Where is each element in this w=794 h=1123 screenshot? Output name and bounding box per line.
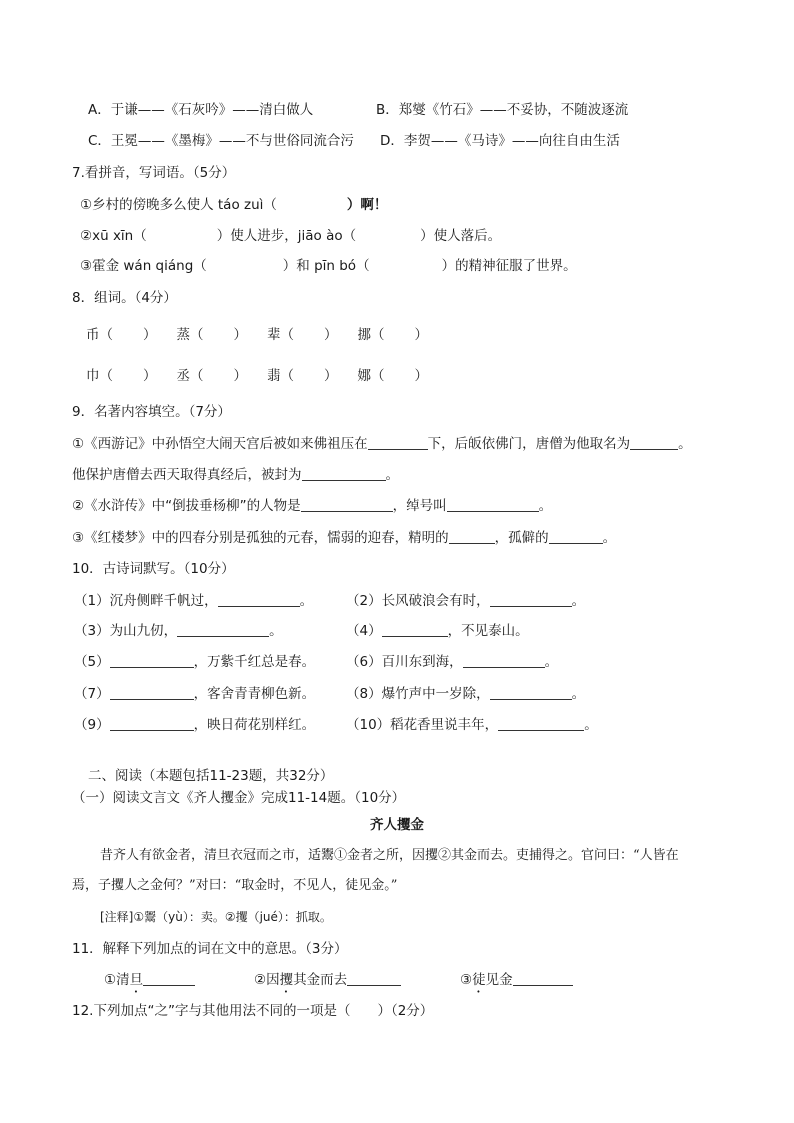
q11-title: 11．解释下列加点的词在文中的意思。（3分）: [72, 941, 348, 957]
q7-l1-text: ①乡村的傍晚多么使人 táo zuì（: [80, 197, 277, 213]
q10-item-9: [74, 715, 315, 735]
q10-end: 。: [584, 717, 598, 733]
q9-line-4: [72, 528, 616, 548]
q9-blank-name[interactable]: [630, 435, 678, 450]
q8-char: 币: [86, 327, 100, 343]
q10-end: 。: [269, 623, 283, 639]
q8-paren-close: ）: [324, 327, 338, 343]
q8-char: 娜: [357, 368, 371, 384]
q10-blank[interactable]: [490, 592, 572, 607]
q10-blank[interactable]: [110, 716, 194, 731]
passage-line-2: 焉，子攫人之金何？”对曰：“取金时，不见人，徒见金。”: [72, 878, 398, 893]
q10-text: （6）百川东到海，: [346, 654, 463, 670]
q9-l4-end: 。: [602, 530, 617, 546]
q7-l3-mid: ）和 pīn bó（: [282, 258, 370, 274]
q11-text: 见金: [485, 972, 513, 988]
q6-option-d: D．李贺——《马诗》——向往自由生活: [380, 133, 620, 149]
q7-title: 7.看拼音，写词语。（5分）: [72, 165, 236, 181]
q10-text: （5）: [74, 654, 110, 670]
q7-l2-mid: ）使人进步，jiāo ào（: [216, 228, 357, 244]
q8-title: 8．组词。（4分）: [72, 290, 177, 306]
q11-text: ③: [460, 972, 473, 988]
q11-item-3: [460, 970, 573, 996]
q8-char: 辈: [267, 327, 281, 343]
q9-line-2: [72, 465, 399, 485]
q7-line-2: [80, 226, 501, 246]
q11-item-2: [254, 970, 401, 996]
q11-item-1: [104, 970, 195, 996]
q8-paren-close: ）: [233, 368, 247, 384]
q8-paren-open: （: [99, 368, 113, 384]
q10-item-2: [346, 591, 585, 611]
q10-text: （3）为山九仞，: [74, 623, 178, 639]
q11-text: 其金而去: [293, 972, 348, 988]
q10-item-7: [74, 684, 315, 704]
q11-blank[interactable]: [513, 971, 573, 986]
q9-l4-text: ③《红楼梦》中的四春分别是孤独的元春，懦弱的迎春，精明的: [72, 530, 449, 546]
q9-line-1: [72, 434, 692, 454]
q8-paren-open: （: [99, 327, 113, 343]
q9-l1-mid: 下，后皈依佛门，唐僧为他取名为: [427, 436, 631, 452]
q10-item-10: [346, 715, 598, 735]
q10-item-4: [346, 621, 529, 641]
q7-l3-text: ③霍金 wán qiáng（: [80, 258, 207, 274]
q10-end: 。: [544, 654, 559, 670]
q9-blank-person[interactable]: [301, 497, 393, 512]
q10-end: ，万紫千红总是春。: [193, 654, 316, 670]
q10-item-6: [346, 652, 558, 672]
q9-l2-text: 他保护唐僧去西天取得真经后，被封为: [72, 467, 302, 483]
q8-paren-open: （: [190, 368, 204, 384]
q10-blank[interactable]: [218, 592, 300, 607]
q10-end: 。: [299, 593, 314, 609]
q9-l1-text: ①《西游记》中孙悟空大闹天宫后被如来佛祖压在: [72, 436, 368, 452]
q9-blank-title[interactable]: [302, 466, 386, 481]
q10-text: （2）长风破浪会有时，: [346, 593, 490, 609]
q11-dotted-word: 攫: [279, 972, 294, 988]
q8-paren-open: （: [280, 368, 294, 384]
q7-l1-end: ）啊！: [346, 197, 388, 213]
q8-paren-open: （: [371, 327, 385, 343]
q10-end: ，客舍青青柳色新。: [193, 686, 316, 702]
q8-paren-close: ）: [414, 368, 428, 384]
q10-end: 。: [571, 593, 586, 609]
q10-item-8: [346, 684, 585, 704]
q9-l2-end: 。: [385, 467, 399, 483]
section2-sub: （一）阅读文言文《齐人攫金》完成11-14题。（10分）: [72, 790, 406, 806]
q7-line-3: [80, 256, 577, 276]
q8-paren-open: （: [190, 327, 204, 343]
q10-end: 。: [571, 686, 586, 702]
section2-heading: 二、阅读（本题包括11-23题，共32分）: [88, 768, 334, 784]
q10-text: （8）爆竹声中一岁除，: [346, 686, 490, 702]
q8-char: 蒸: [176, 327, 190, 343]
q7-l3-end: ）的精神征服了世界。: [441, 258, 577, 274]
q7-l2-text: ②xū xīn（: [80, 228, 147, 244]
q6-option-a: A．于谦——《石灰吟》——清白做人: [88, 102, 314, 118]
q8-paren-open: （: [371, 368, 385, 384]
q9-l3-end: 。: [538, 498, 553, 514]
q10-blank[interactable]: [463, 653, 545, 668]
q8-paren-close: ）: [233, 327, 247, 343]
passage-title: 齐人攫金: [370, 817, 424, 833]
q10-end: ，不见泰山。: [447, 623, 529, 639]
q9-l1-end: 。: [678, 436, 692, 452]
q7-l2-end: ）使人落后。: [420, 228, 502, 244]
q10-item-3: [74, 621, 283, 641]
q8-paren-close: ）: [143, 368, 157, 384]
q12-title: 12.下列加点“之”字与其他用法不同的一项是（ ）（2分）: [72, 1003, 434, 1019]
q11-dotted-word: 徒: [472, 972, 486, 988]
q9-l3-mid: ，绰号叫: [392, 498, 447, 514]
q10-blank[interactable]: [490, 685, 572, 700]
q10-text: （1）沉舟侧畔千帆过，: [74, 593, 218, 609]
q8-paren-open: （: [280, 327, 294, 343]
q9-blank-mountain[interactable]: [368, 435, 428, 450]
q6-option-b: B．郑燮《竹石》——不妥协，不随波逐流: [376, 102, 629, 118]
q7-line-1: [80, 195, 387, 215]
q10-blank[interactable]: [110, 653, 194, 668]
passage-line-1: 昔齐人有欲金者，清旦衣冠而之市，适鬻①金者之所，因攫②其金而去。吏捕得之。官问曰：“人皆在: [100, 848, 679, 863]
q11-blank[interactable]: [143, 971, 195, 986]
q8-char: 巾: [86, 368, 100, 384]
q9-title: 9．名著内容填空。（7分）: [72, 404, 231, 420]
q8-char: 翡: [267, 368, 281, 384]
q8-paren-close: ）: [414, 327, 428, 343]
q9-line-3: [72, 496, 552, 516]
q10-text: （10）稻花香里说丰年，: [346, 717, 499, 733]
q10-text: （4）: [346, 623, 382, 639]
q9-l4-mid: ，孤僻的: [494, 530, 549, 546]
q8-paren-close: ）: [143, 327, 157, 343]
q8-char: 挪: [357, 327, 371, 343]
q8-paren-close: ）: [324, 368, 338, 384]
q6-option-c: C．王冕——《墨梅》——不与世俗同流合污: [88, 133, 354, 149]
q9-l3-text: ②《水浒传》中“倒拔垂杨柳”的人物是: [72, 498, 301, 514]
q11-dotted-word: 旦: [129, 972, 144, 988]
q10-item-1: [74, 591, 313, 611]
passage-note: [注释]①鬻（yù）：卖。②攫（jué）：抓取。: [100, 910, 332, 924]
q10-text: （9）: [74, 717, 110, 733]
q10-blank[interactable]: [382, 622, 448, 637]
q11-text: ①清: [104, 972, 130, 988]
q10-item-5: [74, 652, 315, 672]
q8-row-1: [86, 325, 428, 345]
q8-row-2: [86, 366, 428, 386]
q10-blank[interactable]: [498, 716, 584, 731]
q11-blank[interactable]: [347, 971, 401, 986]
q9-blank-nickname[interactable]: [447, 497, 539, 512]
q8-char: 丞: [176, 368, 190, 384]
q10-end: ，映日荷花别样红。: [193, 717, 316, 733]
q9-blank-tanchun[interactable]: [449, 529, 495, 544]
q10-blank[interactable]: [177, 622, 269, 637]
q10-title: 10．古诗词默写。（10分）: [72, 561, 235, 577]
q10-blank[interactable]: [110, 685, 194, 700]
q9-blank-xichun[interactable]: [549, 529, 603, 544]
q11-text: ②因: [254, 972, 280, 988]
q10-text: （7）: [74, 686, 110, 702]
